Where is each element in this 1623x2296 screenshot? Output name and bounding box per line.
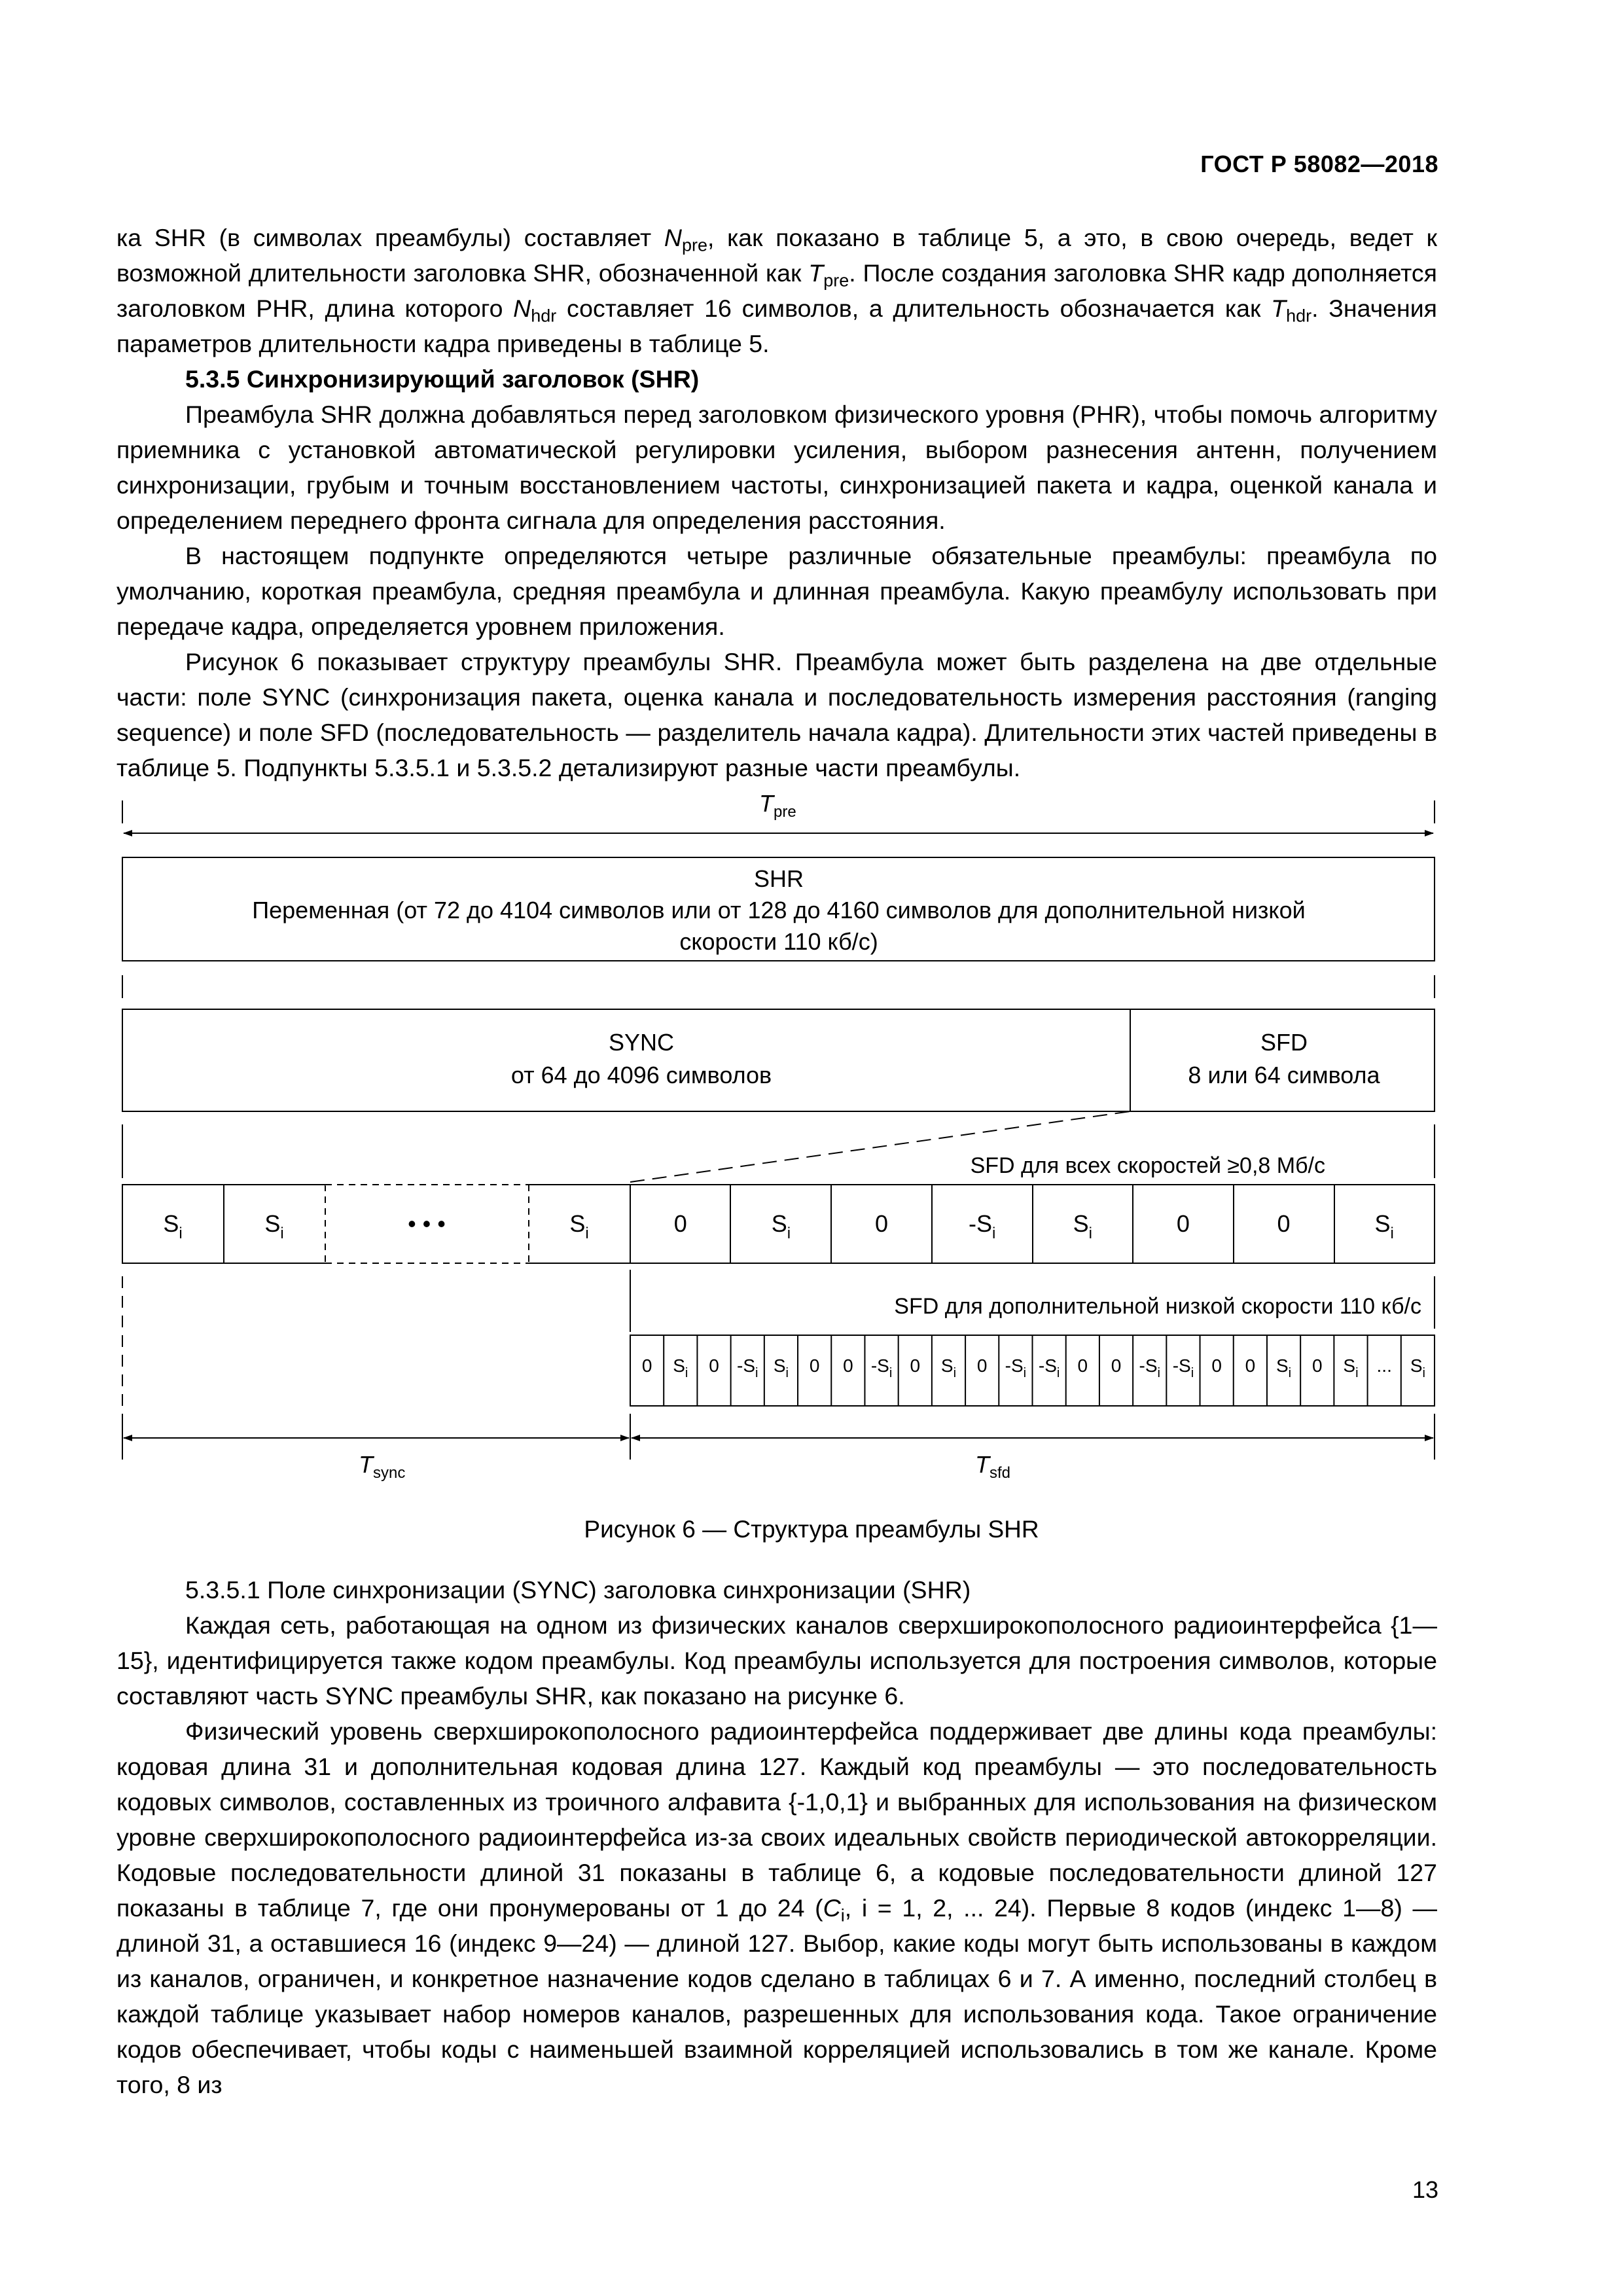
sync-title: SYNC xyxy=(608,1029,675,1056)
sfd-long-symbol-cell: $-S_i$ xyxy=(1005,1355,1027,1380)
intro-paragraph-4: Рисунок 6 показывает структуру преамбулы SHR. Преамбула может быть разделена на две отдельные части: поле SYNC (синхронизация пакета, оценка канала и последовательность измерения расстояния (ranging sequence) и поле SFD (последовательность — разделитель начала кадра). Длительности этих частей приведены в таблице 5. Подпункты 5.3.5.1 и 5.3.5.2 детализируют разные части преамбулы. xyxy=(116,648,1437,781)
sync-symbol-cell: • • • xyxy=(408,1210,446,1237)
tpre-label: $T_{pre}$ xyxy=(759,790,796,821)
math-symbol: C xyxy=(823,1894,841,1922)
section-heading: 5.3.5 Синхронизирующий заголовок (SHR) xyxy=(185,365,700,393)
sfd-long-symbol-cell: $-S_i$ xyxy=(737,1355,758,1380)
sfd-long-symbol-cell: $S_i$ xyxy=(1410,1355,1425,1380)
tsync-label: $T_{sync}$ xyxy=(359,1451,406,1482)
sfd-long-symbol-cell: 0 xyxy=(1211,1355,1222,1376)
sfd-symbol-cell: 0 xyxy=(1176,1210,1190,1237)
figure-caption: Рисунок 6 — Структура преамбулы SHR xyxy=(584,1516,1039,1543)
sync-symbol-cell: $S_i$ xyxy=(569,1210,589,1242)
sfd-long-symbol-cell: $S_i$ xyxy=(940,1355,957,1380)
sfd-symbol-cell: 0 xyxy=(673,1210,687,1237)
shr-description-line1: Переменная (от 72 до 4104 символов или от 128 до 4160 символов для дополнительной низкой xyxy=(252,897,1306,924)
sfd-long-symbol-cell: 0 xyxy=(1245,1355,1256,1376)
section-paragraph-1: Каждая сеть, работающая на одном из физических каналов сверхширокополосного радиоинтерфейса {1—15}, идентифицируется также кодом преамбулы. Код преамбулы используется для построения символов, которые составляют часть SYNC преамбулы SHR, как показано на рисунке 6. xyxy=(116,1611,1437,1710)
section-paragraph-2: Физический уровень сверхширокополосного радиоинтерфейса поддерживает две длины кода преамбулы: кодовая длина 31 и дополнительная кодовая длина 127. Каждый код преамбулы — это последовательность кодовых символов, составленных из троичного алфавита {-1,0,1} и выбранных для использования на физическом уровне сверхширокополосного радиоинтерфейса из-за своих идеальных свойств периодической автокорреляции. Кодовые последовательности длиной 31 показаны в таблице 6, а кодовые последовательности длиной 127 показаны в таблице 7, где они пронумерованы от 1 до 24 ($C_i$, i = 1, 2, ... 24). Первые 8 кодов (индекс 1—8) — длиной 31, а оставшиеся 16 (индекс 9—24) — длиной 127. Выбор, какие коды могут быть использованы в каждом из каналов, ограничен, и конкретное назначение кодов сделано в таблицах 6 и 7. А именно, последний столбец в каждой таблице указывает набор номеров каналов, разрешенных для использования кода. Такое ограничение кодов обеспечивает, чтобы коды с наименьшей взаимной корреляцией использовались в том же канале. Кроме того, 8 из xyxy=(116,1717,1437,2098)
shr-title: SHR xyxy=(753,865,804,892)
sync-symbol-cell: $S_i$ xyxy=(163,1210,183,1242)
standard-header: ГОСТ Р 58082—2018 xyxy=(1200,151,1438,177)
tsfd-label: $T_{sfd}$ xyxy=(975,1451,1011,1482)
sfd-long-symbol-cell: $-S_i$ xyxy=(1139,1355,1160,1380)
sfd-long-symbol-cell: 0 xyxy=(1311,1355,1323,1376)
sfd-all-rates-label: SFD для всех скоростей ≥0,8 Мб/с xyxy=(970,1153,1325,1178)
intro-paragraph-2: Преамбула SHR должна добавляться перед заголовком физического уровня (PHR), чтобы помочь алгоритму приемника с установкой автоматической регулировки усиления, выбором разнесения антенн, получением синхронизации, грубым и точным восстановлением частоты, синхронизацией пакета и кадра, оценкой канала и определением переднего фронта сигнала для определения расстояния. xyxy=(116,401,1437,534)
sfd-symbol-cell: 0 xyxy=(1277,1210,1291,1237)
symbol-row xyxy=(122,1185,1435,1263)
sfd-long-symbol-cell: $S_i$ xyxy=(1343,1355,1359,1380)
intro-paragraph-3: В настоящем подпункте определяются четыре различные обязательные преамбулы: преамбула по умолчанию, короткая преамбула, средняя преамбула и длинная преамбула. Какую преамбулу использовать при передаче кадра, определяется уровнем приложения. xyxy=(116,542,1437,640)
sfd-long-symbol-cell: 0 xyxy=(809,1355,820,1376)
math-subscript: i xyxy=(840,1905,845,1926)
math-symbol: N xyxy=(513,295,531,322)
sfd-long-symbol-cell: $S_i$ xyxy=(773,1355,789,1380)
sfd-long-symbol-cell: 0 xyxy=(1111,1355,1122,1376)
sfd-long-symbol-cell: 0 xyxy=(641,1355,652,1376)
sync-length: от 64 до 4096 символов xyxy=(510,1062,772,1088)
math-subscript: hdr xyxy=(1286,306,1312,326)
math-subscript: hdr xyxy=(531,306,557,326)
sfd-symbol-cell: $S_i$ xyxy=(1073,1210,1092,1242)
sfd-long-symbol-cell: ... xyxy=(1376,1355,1392,1376)
sfd-length: 8 или 64 символа xyxy=(1188,1062,1380,1088)
sfd-long-symbol-cell: 0 xyxy=(843,1355,853,1376)
sfd-long-symbol-cell: 0 xyxy=(910,1355,921,1376)
intro-paragraph-1: ка SHR (в символах преамбулы) составляет $N_{pre}$, как показано в таблице 5, а это, в свою очередь, ведет к возможной длительности заголовка SHR, обозначенной как $T_{pre}$. После создания заголовка SHR кадр дополняется заголовком PHR, длина которого $N_{hdr}$ составляет 16 символов, а длительность обозначается как $T_{hdr}$. Значения параметров длительности кадра приведены в таблице 5. xyxy=(116,224,1437,357)
section-text xyxy=(116,1572,1437,2102)
sfd-box xyxy=(1130,1009,1435,1111)
math-subscript: pre xyxy=(681,235,707,255)
shr-description-line2: скорости 110 кб/с) xyxy=(679,928,878,955)
sfd-symbol-cell: $-S_i$ xyxy=(969,1210,996,1242)
sync-symbol-cell: $S_i$ xyxy=(264,1210,284,1242)
sfd-long-symbol-cell: $S_i$ xyxy=(673,1355,688,1380)
sfd-long-symbol-cell: 0 xyxy=(709,1355,719,1376)
sfd-symbol-cell: $S_i$ xyxy=(1374,1210,1394,1242)
sfd-symbol-cell: 0 xyxy=(875,1210,889,1237)
math-symbol: N xyxy=(664,224,682,251)
sfd-long-symbol-cell: $-S_i$ xyxy=(870,1355,893,1380)
subsection-title: 5.3.5.1 Поле синхронизации (SYNC) заголовка синхронизации (SHR) xyxy=(185,1576,971,1604)
math-subscript: pre xyxy=(823,270,849,291)
shr-box xyxy=(122,857,1435,961)
sfd-long-symbol-cell: $S_i$ xyxy=(1275,1355,1292,1380)
math-symbol: T xyxy=(808,259,824,287)
sfd-expansion-line xyxy=(630,1111,1130,1182)
sfd-title: SFD xyxy=(1260,1029,1308,1056)
page-number: 13 xyxy=(1412,2176,1438,2203)
math-symbol: T xyxy=(1271,295,1287,322)
sfd-long-symbol-cell: 0 xyxy=(1077,1355,1088,1376)
sfd-low-rate-label: SFD для дополнительной низкой скорости 110 кб/с xyxy=(894,1294,1421,1319)
intro-text xyxy=(116,220,1437,785)
sfd-long-row xyxy=(630,1335,1435,1406)
sfd-long-symbol-cell: $-S_i$ xyxy=(1172,1355,1194,1380)
sfd-symbol-cell: $S_i$ xyxy=(771,1210,791,1242)
sfd-long-symbol-cell: 0 xyxy=(976,1355,988,1376)
sync-box xyxy=(122,1009,1130,1111)
sfd-long-symbol-cell: $-S_i$ xyxy=(1038,1355,1060,1380)
